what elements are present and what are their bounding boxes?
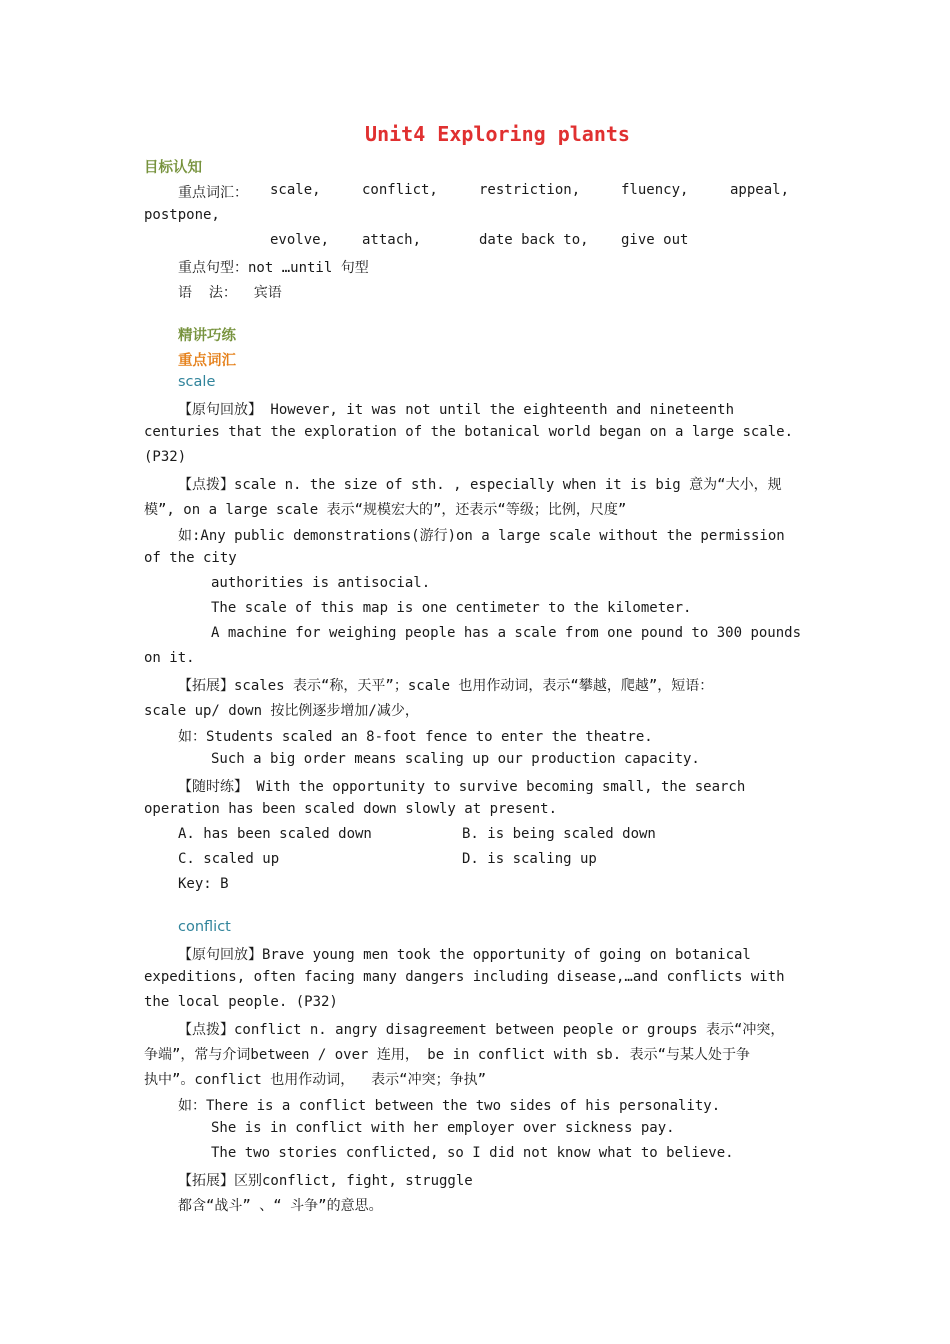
text-line: on it.	[144, 650, 195, 666]
vocab-word: postpone,	[144, 207, 220, 223]
text-line: 都含“战斗” 、“ 斗争”的意思。	[178, 1198, 383, 1214]
text-line: 如：There is a conflict between the two sides of his personality.	[178, 1098, 721, 1114]
text-line: 【点拨】scale n. the size of sth. , especially when it is big 意为“大小，规	[178, 477, 782, 493]
answer-key: Key: B	[178, 876, 229, 892]
text-line: 【拓展】区别conflict, fight, struggle	[178, 1173, 473, 1189]
vocab-word: evolve,	[270, 232, 330, 248]
vocab-word: give out	[621, 232, 689, 248]
option-a: A. has been scaled down	[178, 826, 372, 842]
document-title: Unit4 Exploring plants	[365, 122, 630, 146]
text-line: scale up/ down 按比例逐步增加/减少，	[144, 703, 419, 719]
section-practice-heading: 精讲巧练	[178, 328, 236, 344]
vocab-word: conflict,	[362, 182, 438, 198]
vocab-word: attach,	[362, 232, 422, 248]
text-line: A machine for weighing people has a scale from one pound to 300 pounds	[211, 625, 802, 641]
text-line: 【原句回放】Brave young men took the opportunity of going on botanical	[178, 947, 751, 963]
section-goal-heading: 目标认知	[144, 160, 202, 176]
option-d: D. is scaling up	[462, 851, 597, 867]
text-line: 【点拨】conflict n. angry disagreement between people or groups 表示“冲突，	[178, 1022, 785, 1038]
text-line: 模”, on a large scale 表示“规模宏大的”，还表示“等级；比例，尺度”	[144, 502, 627, 518]
text-line: The scale of this map is one centimeter to the kilometer.	[211, 600, 692, 616]
vocab-word: date back to,	[479, 232, 589, 248]
text-line: 如：Students scaled an 8-foot fence to enter the theatre.	[178, 729, 653, 745]
text-line: 【拓展】scales 表示“称，天平”；scale 也用作动词，表示“攀越，爬越”，短语：	[178, 678, 714, 694]
vocab-word: restriction,	[479, 182, 581, 198]
text-line: centuries that the exploration of the botanical world began on a large scale.	[144, 424, 794, 440]
text-line: 【原句回放】 However, it was not until the eighteenth and nineteenth	[178, 402, 735, 418]
section-keywords-heading: 重点词汇	[178, 353, 236, 369]
text-line: authorities is antisocial.	[211, 575, 431, 591]
word-heading-conflict: conflict	[178, 919, 231, 935]
vocab-word: appeal,	[730, 182, 790, 198]
text-line: expeditions, often facing many dangers including disease,…and conflicts with	[144, 969, 785, 985]
text-line: operation has been scaled down slowly at present.	[144, 801, 558, 817]
grammar: 语 法： 宾语	[178, 285, 282, 301]
text-line: The two stories conflicted, so I did not know what to believe.	[211, 1145, 734, 1161]
text-line: 争端”，常与介词between / over 连用， be in conflict with sb. 表示“与某人处于争	[144, 1047, 751, 1063]
option-c: C. scaled up	[178, 851, 280, 867]
text-line: 如:Any public demonstrations(游行)on a large scale without the permission	[178, 528, 785, 544]
option-b: B. is being scaled down	[462, 826, 656, 842]
vocab-label: 重点词汇：	[178, 185, 248, 201]
text-line: She is in conflict with her employer over sickness pay.	[211, 1120, 675, 1136]
word-heading-scale: scale	[178, 374, 216, 390]
text-line: the local people. (P32)	[144, 994, 338, 1010]
text-line: (P32)	[144, 449, 187, 465]
vocab-word: scale,	[270, 182, 321, 198]
vocab-word: fluency,	[621, 182, 689, 198]
text-line: Such a big order means scaling up our production capacity.	[211, 751, 700, 767]
key-pattern: 重点句型：not …until 句型	[178, 260, 369, 276]
text-line: 执中”。conflict 也用作动词， 表示“冲突；争执”	[144, 1072, 487, 1088]
text-line: 【随时练】 With the opportunity to survive becoming small, the search	[178, 779, 746, 795]
text-line: of the city	[144, 550, 237, 566]
